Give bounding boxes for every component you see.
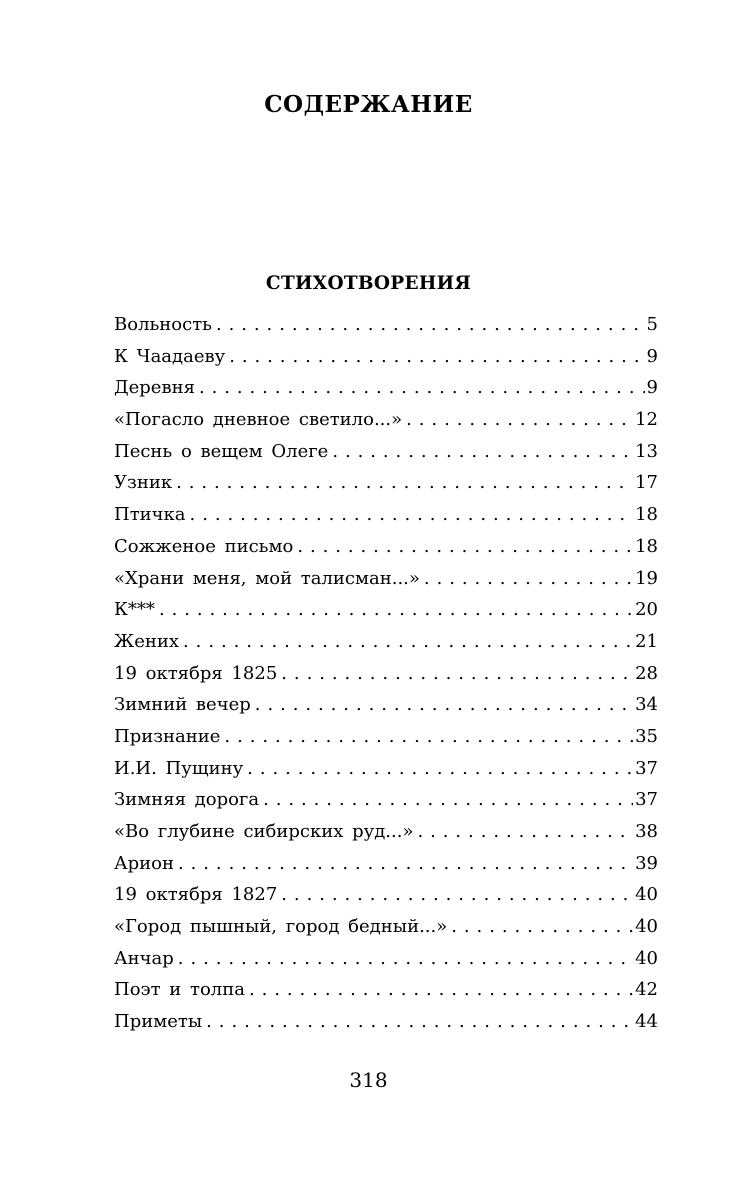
toc-entry-page: 40 [635,947,658,969]
toc-entry-page: 38 [635,821,658,842]
toc-entry-page: 9 [646,377,658,399]
toc-entry-page: 21 [635,630,658,652]
toc-entry-title: «Во глубине сибирских руд...» [114,821,414,842]
dot-leader [183,626,633,658]
toc-entry-title: Песнь о вещем Олеге [114,440,329,462]
toc-entry [114,309,658,341]
toc-entry [114,721,658,753]
dot-leader [406,404,633,436]
toc-entry-page: 18 [635,535,658,557]
toc-entry-title: К*** [114,599,155,621]
toc-entry-page: 12 [635,409,658,431]
page-number: 318 [349,1068,388,1092]
toc-entry [114,658,658,690]
toc-entry [114,974,658,1006]
toc-entry-page: 17 [635,472,658,494]
toc-entry-title: Приметы [114,1011,203,1033]
toc-entry [114,626,658,658]
toc-entry-page: 13 [635,440,658,462]
page-title: СОДЕРЖАНИЕ [264,91,473,118]
toc-entry-title: 19 октября 1827 [114,884,278,906]
dot-leader [190,499,634,531]
toc-entry-title: 19 октября 1825 [114,662,278,684]
toc-entry-page: 40 [635,916,658,938]
dot-leader [199,372,645,404]
dot-leader [255,689,633,721]
toc-entry-title: Узник [114,472,173,494]
table-of-contents [114,309,658,1038]
toc-entry-page: 42 [635,979,658,1001]
dot-leader [178,943,633,975]
toc-entry [114,753,658,785]
toc-entry-page: 28 [635,662,658,684]
dot-leader [176,467,633,499]
toc-entry-title: «Город пышный, город бедный...» [114,916,448,938]
toc-entry [114,689,658,721]
toc-entry-page: 34 [635,694,658,716]
dot-leader [263,784,633,816]
toc-entry-title: Признание [114,725,221,747]
toc-entry-title: Деревня [114,377,195,399]
toc-entry [114,531,658,563]
dot-leader [206,1006,633,1038]
dot-leader [297,531,633,563]
dot-leader [417,816,633,848]
toc-entry-title: Зимняя дорога [114,789,260,811]
toc-entry [114,911,658,943]
toc-entry [114,404,658,436]
toc-entry [114,499,658,531]
dot-leader [281,879,633,911]
dot-leader [451,911,633,943]
dot-leader [216,309,645,341]
toc-entry [114,467,658,499]
toc-entry-title: Птичка [114,504,186,526]
section-title: СТИХОТВОРЕНИЯ [265,273,472,294]
toc-entry [114,1006,658,1038]
toc-entry-title: Поэт и толпа [114,979,245,1001]
dot-leader [159,594,633,626]
toc-entry-page: 39 [635,852,658,874]
toc-entry-title: Арион [114,852,174,874]
toc-entry-title: Зимний вечер [114,694,251,716]
toc-entry-title: «Погасло дневное светило...» [114,409,403,431]
dot-leader [229,341,644,373]
toc-entry-title: К Чаадаеву [114,345,226,367]
toc-entry-title: «Храни меня, мой талисман...» [114,567,420,589]
toc-entry-page: 40 [635,884,658,906]
dot-leader [178,848,633,880]
dot-leader [247,753,633,785]
dot-leader [424,563,633,595]
dot-leader [281,658,633,690]
toc-entry-page: 37 [635,789,658,811]
toc-entry-title: Вольность [114,314,212,335]
toc-entry [114,879,658,911]
toc-entry-title: И.И. Пущину [114,757,244,779]
toc-entry-page: 37 [635,757,658,779]
toc-entry [114,341,658,373]
toc-entry-title: Сожженое письмо [114,535,294,557]
toc-entry-page: 44 [635,1011,658,1033]
toc-entry-page: 35 [635,725,658,747]
toc-entry [114,436,658,468]
toc-entry-page: 9 [646,345,658,367]
toc-entry-title: Жених [114,630,180,652]
dot-leader [332,436,633,468]
toc-entry-title: Анчар [114,947,174,969]
toc-entry-page: 18 [635,504,658,526]
toc-entry [114,816,658,848]
dot-leader [249,974,633,1006]
toc-entry [114,594,658,626]
toc-entry [114,563,658,595]
dot-leader [224,721,633,753]
toc-entry [114,943,658,975]
toc-entry-page: 19 [635,567,658,589]
toc-entry-page: 5 [646,314,658,335]
toc-entry [114,784,658,816]
toc-entry [114,848,658,880]
toc-entry [114,372,658,404]
toc-entry-page: 20 [635,599,658,621]
